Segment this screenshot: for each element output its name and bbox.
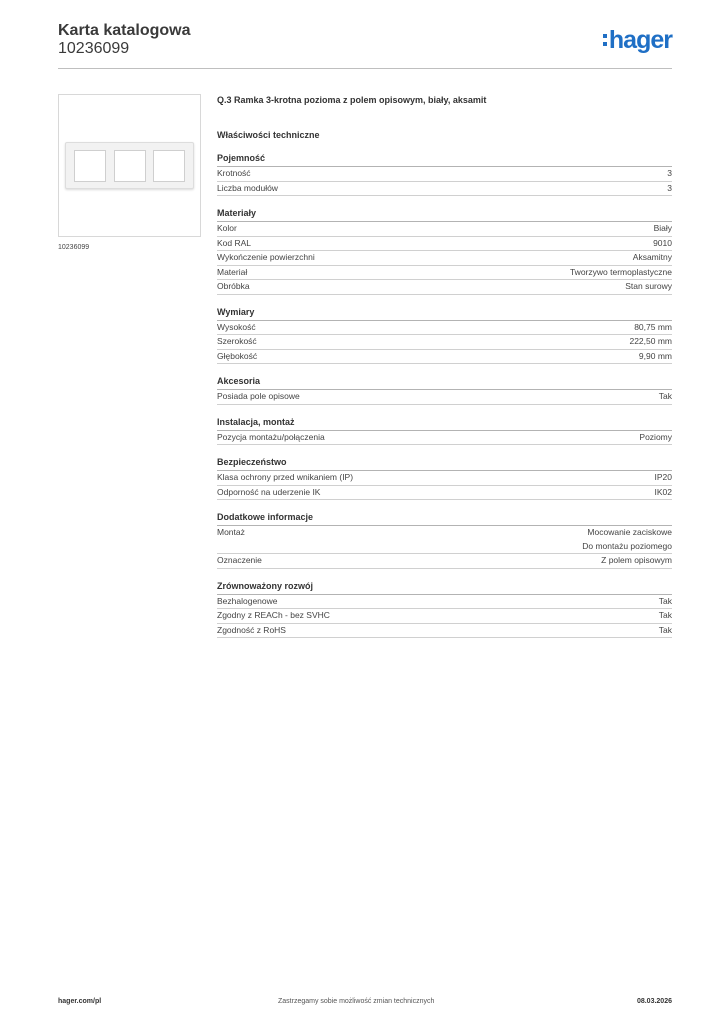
spec-label: Posiada pole opisowe — [217, 391, 300, 401]
image-caption: 10236099 — [58, 244, 90, 251]
spec-group — [217, 581, 672, 639]
spec-label: Pozycja montażu/połączenia — [217, 431, 325, 442]
spec-label: Oznaczenie — [217, 555, 262, 565]
spec-group — [217, 512, 672, 569]
spec-row — [217, 280, 672, 295]
spec-row — [217, 167, 672, 182]
spec-row — [217, 431, 672, 446]
spec-value: Tworzywo termoplastyczne — [569, 266, 672, 277]
spec-group-title: Pojemność — [217, 153, 672, 167]
spec-row — [217, 182, 672, 197]
footer-date: 08.03.2026 — [636, 998, 672, 1005]
product-image — [58, 94, 201, 237]
spec-row — [217, 251, 672, 266]
spec-value: 3 — [667, 168, 672, 178]
spec-value: Poziomy — [639, 431, 672, 442]
spec-row — [217, 390, 672, 405]
spec-group — [217, 208, 672, 295]
spec-value: Tak — [658, 595, 672, 606]
spec-group-title: Instalacja, montaż — [217, 417, 672, 431]
spec-label: Wysokość — [217, 321, 256, 332]
spec-label: Materiał — [217, 266, 248, 277]
spec-group — [217, 376, 672, 405]
spec-label: Wykończenie powierzchni — [217, 252, 315, 262]
spec-label: Zgodność z RoHS — [217, 624, 286, 635]
document-title: Karta katalogowa — [58, 22, 191, 39]
spec-group — [217, 153, 672, 196]
spec-value: IK02 — [654, 486, 672, 497]
header-divider — [58, 68, 672, 69]
spec-value: Stan surowy — [625, 281, 672, 291]
frame-slot — [114, 150, 146, 182]
spec-label: Bezhalogenowe — [217, 595, 278, 606]
spec-row — [217, 624, 672, 639]
spec-value: Tak — [658, 391, 672, 401]
spec-group-title: Wymiary — [217, 307, 672, 321]
spec-value: Tak — [658, 610, 672, 620]
logo-text: hager — [608, 26, 672, 54]
footer-notice: Zastrzegamy sobie możliwość zmian technicznych — [278, 998, 435, 1005]
spec-group — [217, 457, 672, 500]
spec-label: Obróbka — [217, 281, 250, 291]
spec-group — [217, 307, 672, 365]
spec-value: Mocowanie zaciskowe Do montażu poziomego — [582, 527, 672, 551]
spec-value: Aksamitny — [632, 252, 672, 262]
spec-label: Klasa ochrony przed wnikaniem (IP) — [217, 472, 354, 482]
spec-label: Kolor — [217, 223, 237, 233]
logo-colon-icon — [603, 32, 607, 48]
spec-group-title: Materiały — [217, 208, 672, 222]
spec-value: 9010 — [653, 237, 672, 248]
spec-row — [217, 526, 672, 554]
spec-content — [217, 95, 672, 638]
spec-group — [217, 417, 672, 446]
spec-groups — [217, 153, 672, 638]
footer-website[interactable]: hager.com/pl — [58, 998, 102, 1005]
spec-group-title: Akcesoria — [217, 376, 672, 390]
spec-row — [217, 554, 672, 569]
spec-value: Biały — [653, 223, 672, 233]
spec-label: Montaż — [217, 527, 245, 537]
spec-row — [217, 609, 672, 624]
hager-logo — [603, 26, 672, 54]
spec-label: Zgodny z REACh - bez SVHC — [217, 610, 330, 620]
spec-value: 80,75 mm — [634, 321, 672, 332]
spec-label: Krotność — [217, 168, 251, 178]
spec-value: 222,50 mm — [629, 336, 672, 346]
spec-row — [217, 321, 672, 336]
spec-value: 9,90 mm — [638, 350, 672, 361]
spec-row — [217, 335, 672, 350]
spec-row — [217, 471, 672, 486]
product-title: Q.3 Ramka 3-krotna pozioma z polem opisowym, biały, aksamit — [217, 95, 487, 105]
frame-slot — [153, 150, 185, 182]
spec-label: Głębokość — [217, 350, 258, 361]
spec-value: Tak — [658, 624, 672, 635]
spec-label: Liczba modułów — [217, 182, 278, 193]
spec-label: Odporność na uderzenie IK — [217, 486, 321, 497]
section-heading: Właściwości techniczne — [217, 130, 320, 140]
spec-row — [217, 266, 672, 281]
spec-group-title: Dodatkowe informacje — [217, 512, 672, 526]
spec-row — [217, 486, 672, 501]
spec-value: IP20 — [654, 472, 672, 482]
spec-label: Szerokość — [217, 336, 257, 346]
page-header — [58, 22, 672, 68]
frame-illustration — [65, 142, 194, 189]
spec-group-title: Zrównoważony rozwój — [217, 581, 672, 595]
spec-group-title: Bezpieczeństwo — [217, 457, 672, 471]
document-number: 10236099 — [58, 40, 130, 57]
spec-row — [217, 222, 672, 237]
spec-value: Z polem opisowym — [601, 555, 672, 565]
spec-row — [217, 595, 672, 610]
spec-row — [217, 237, 672, 252]
spec-value: 3 — [667, 182, 672, 193]
frame-slot — [74, 150, 106, 182]
spec-row — [217, 350, 672, 365]
spec-label: Kod RAL — [217, 237, 252, 248]
